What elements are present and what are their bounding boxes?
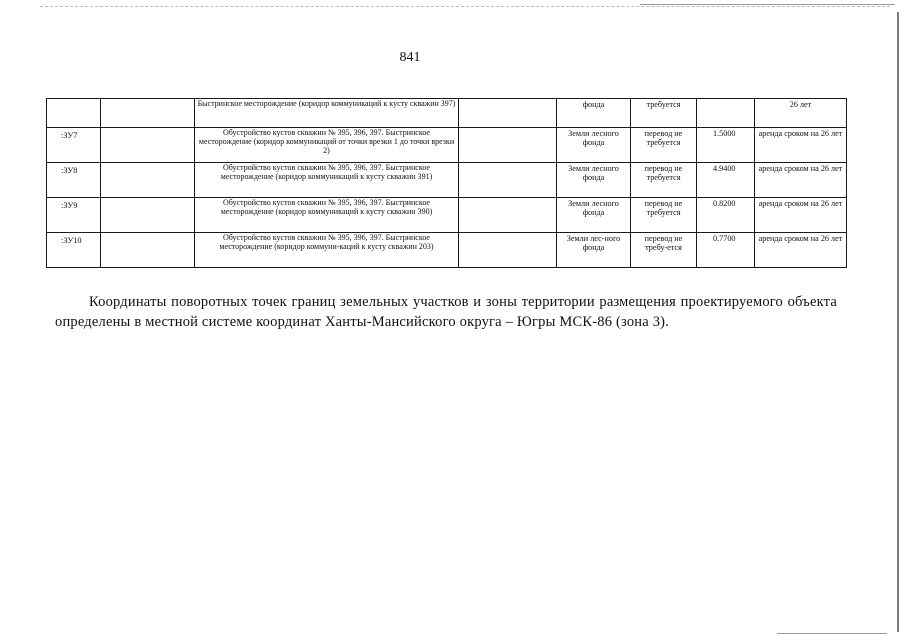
empty-cell [459,198,557,233]
right-type: аренда сроком на 26 лет [755,128,847,163]
empty-cell [101,163,195,198]
empty-cell [459,163,557,198]
empty-cell [459,99,557,128]
right-type: аренда сроком на 26 лет [755,233,847,268]
plot-area: 1.5000 [697,128,755,163]
empty-cell [101,198,195,233]
table-row [47,163,847,198]
scan-artifact-top-right [640,4,895,13]
plot-id: :ЗУ9 [47,198,101,233]
table-row [47,198,847,233]
plot-id: :ЗУ10 [47,233,101,268]
land-category: Земли лесного фонда [557,163,631,198]
empty-cell [101,233,195,268]
transfer-status: перевод не требуется [631,198,697,233]
table-row [47,128,847,163]
plot-object: Быстринское месторождение (коридор коммуникаций к кусту скважин 397) [195,99,459,128]
land-category: фонда [557,99,631,128]
land-category: Земли лесного фонда [557,198,631,233]
plot-area: 0.8200 [697,198,755,233]
scan-artifact-bottom [777,633,887,634]
land-plots-table [46,98,847,268]
page-number: 841 [399,50,421,65]
empty-cell [101,99,195,128]
plot-object: Обустройство кустов скважин № 395, 396, 397. Быстринское месторождение (коридор коммуникаций к кусту скважин 391) [195,163,459,198]
transfer-status: перевод не требуется [631,128,697,163]
plot-object: Обустройство кустов скважин № 395, 396, 397. Быстринское месторождение (коридор коммуникаций к кусту скважин 390) [195,198,459,233]
table-row [47,233,847,268]
land-category: Земли лес-ного фонда [557,233,631,268]
plot-id: :ЗУ7 [47,128,101,163]
right-type: аренда сроком на 26 лет [755,163,847,198]
empty-cell [459,233,557,268]
right-type: аренда сроком на 26 лет [755,198,847,233]
coordinates-paragraph: Координаты поворотных точек границ земельных участков и зоны территории размещения проектируемого объекта определены в местной системе координат Ханты-Мансийского округа – Югры МСК-86 (зона 3). [55,293,837,330]
plot-id: :ЗУ8 [47,163,101,198]
plot-area: 0.7700 [697,233,755,268]
plot-object: Обустройство кустов скважин № 395, 396, 397. Быстринское месторождение (коридор коммуни-каций к кусту скважин 203) [195,233,459,268]
plot-area [697,99,755,128]
scan-edge-right [897,12,899,632]
land-category: Земли лесного фонда [557,128,631,163]
transfer-status: перевод не требу-ется [631,233,697,268]
plot-id [47,99,101,128]
right-type: 26 лет [755,99,847,128]
plot-object: Обустройство кустов скважин № 395, 396, 397. Быстринское месторождение (коридор коммуникаций от точки врезки 1 до точки врезки 2) [195,128,459,163]
empty-cell [101,128,195,163]
empty-cell [459,128,557,163]
plot-area: 4.9400 [697,163,755,198]
transfer-status: требуется [631,99,697,128]
transfer-status: перевод не требуется [631,163,697,198]
table-row [47,99,847,128]
